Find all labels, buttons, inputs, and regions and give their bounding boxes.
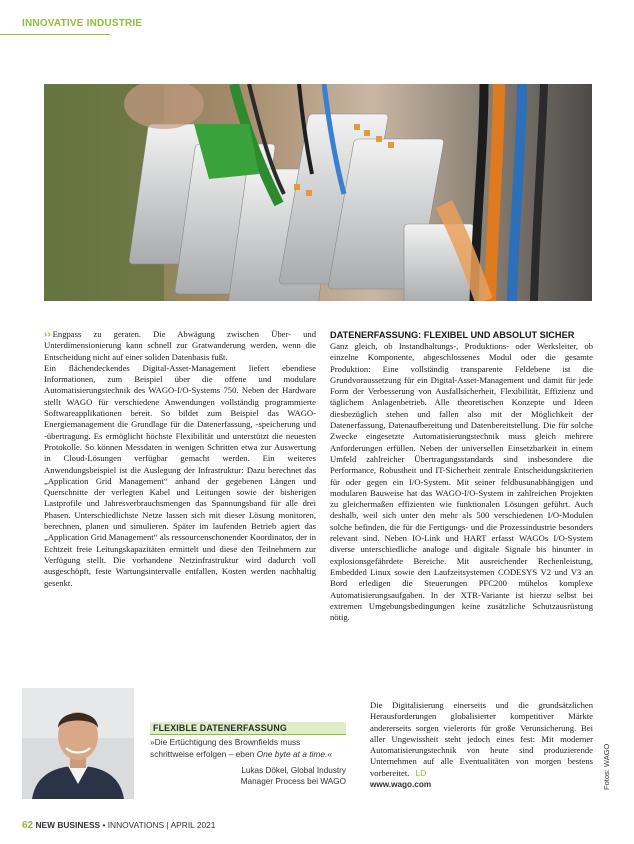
person-portrait-icon — [22, 688, 134, 799]
page-number: 62 — [22, 820, 34, 831]
hero-photo — [44, 84, 592, 301]
left-paragraph-2: Ein flächendeckendes Digital-Asset-Management liefert ebendiese Informationen, zum Beispiel über die offene und modulare Automatisierungstechnik des WAGO-I/O-Systems 750. Neben der Hardware stellt WAGO für verschiedene Anwendungen vollständig programmierte Softwareapplikationen bereit. So bildet zum Beispiel das WAGO-Energiemanagement die Grundlage für die Datenerfassung, -speicherung und -übertragung. Es ermöglicht höchste Flexibilität und unterstützt die neuesten Protokolle. So können Messdaten in wenigen Schritten etwa zur Auswertung in Cloud-Lösungen verfügbar gemacht werden. Ein weiteres Anwendungsbeispiel ist die Auslegung der Infrastruktur: Dazu berechnet das „Application Grid Management“ anhand der gegebenen Längen und Querschnitte der verlegten Kabel und Leitungen sowie der bisherigen Lastprofile und Jahresverbrauchsmengen das Spannungsband für alle drei Phasen. Unterschiedlichste Netze lassen sich mit dieser Lösung monitoren, berechnen, planen und simulieren. Später im laufenden Betrieb agiert das „Application Grid Management“ als ressourcenschonender Koordinator, der in Echtzeit freie Leitungskapazitäten ermittelt und diese den Teilnehmern zur Verfügung stellt. Die vorhandene Netzinfrastruktur wird dadurch voll ausgeschöpft, feste Wartungsintervalle entfallen, Kosten werden nachhaltig gesenkt. — [44, 362, 316, 588]
quote-heading: FLEXIBLE DATENERFASSUNG — [150, 722, 346, 734]
issue-date: APRIL 2021 — [170, 820, 216, 830]
magazine-name: NEW BUSINESS — [35, 820, 101, 830]
section-label: INNOVATIVE INDUSTRIE — [22, 18, 143, 29]
quote-author: Lukas Dökel, Global Industry Manager Process bei WAGO — [240, 765, 346, 786]
page-footer — [22, 820, 215, 831]
quote-rule — [150, 734, 346, 735]
portrait-photo — [22, 688, 134, 799]
right-column-lower — [370, 700, 593, 790]
wago-terminal-blocks-photo-icon — [44, 84, 592, 301]
footer-separator: | — [166, 820, 169, 830]
author-initials: LD — [415, 767, 427, 778]
section-rule — [0, 34, 110, 35]
photo-credit: Fotos: WAGO — [602, 743, 611, 790]
left-column — [44, 329, 316, 589]
wago-url[interactable]: www.wago.com — [370, 780, 432, 790]
right-heading: DATENERFASSUNG: FLEXIBEL UND ABSOLUT SICHER — [330, 330, 575, 340]
left-paragraph-1: ›› Engpass zu geraten. Die Abwägung zwischen Über- und Unterdimensionierung kann schnell zur Gratwanderung werden, wenn die Entscheidung nicht auf einer soliden Datenbasis fußt. — [44, 329, 316, 362]
right-column — [330, 329, 593, 623]
footer-bullet: • — [102, 820, 106, 830]
right-paragraph-1: Ganz gleich, ob Instandhaltungs-, Produktions- oder Werksleiter, ob einzelne Komponente, abgeschlossenes Modul oder die gesamte Produktion: Eine vollständig transparente Feldebene ist die Grundvoraussetzung für ein Digital-Asset-Management und damit für jede Form der Verbesserung von Ausfallsicherheit, Flexibilität, Effizienz und täglichem Anlagenbetrieb. Alle theoretischen Konzepte und Ideen diesbezüglich stehen und fallen also mit der Möglichkeit der Datenerfassung, Datenaufbereitung und Datenbereitstellung. Die für solche Zwecke eingesetzte Automatisierungstechnik muss gleich mehrere Anforderungen erfüllen. Neben der universellen Einsetzbarkeit in einem Umfeld zahlreicher Übertragungsstandards sind insbesondere die Performance, Robustheit und IT-Sicherheit zentrale Entscheidungskriterien für oder gegen ein I/O-System. Mit seiner feldbusunabhängigen und modularen Bauweise hat das WAGO-I/O-System in zahlreichen Projekten zu gleichermaßen effizienten wie funktionalen Lösungen geführt. Auch deshalb, weil sich unter den mehr als 500 verschiedenen I/O-Modulen solche befinden, die für die Fertigungs- und die Prozessindustrie besonders relevant sind. Neben IO-Link und HART erfasst WAGOs I/O-System diverse unterschiedliche analoge und digitale Signale bis hinunter in explosionsgefährdete Bereiche. Mit ausreichender Rechenleistung, Embedded Linux sowie den Laufzeitsystemen CODESYS V2 und V3 an Bord erledigen die Steuerungen PFC200 mühelos komplexe Automatisierungsaufgaben. In der XTR-Variante ist hierzu selbst bei extremen Umgebungsbedingungen keine zusätzliche Schutzausrüstung nötig. — [330, 341, 593, 623]
footer-section: INNOVATIONS — [107, 820, 165, 830]
quote-text: »Die Ertüchtigung des Brownfields muss schrittweise erfolgen – eben One byte at a time.« — [150, 737, 333, 759]
right-paragraph-2: Die Digitalisierung einerseits und die grundsätzlichen Herausforderungen globalisierter kompetitiver Märkte andererseits sorgen vielerorts für große Verunsicherung. Bei aller Ungewissheit steht jedoch eines fest: Mit moderner Automatisierungstechnik von heute sind produzierende Unternehmen auf alle Eventualitäten von morgen bestens vorbereitet. LD — [370, 700, 593, 778]
chevron-right-icon: ›› — [44, 329, 51, 340]
pull-quote — [150, 722, 346, 787]
